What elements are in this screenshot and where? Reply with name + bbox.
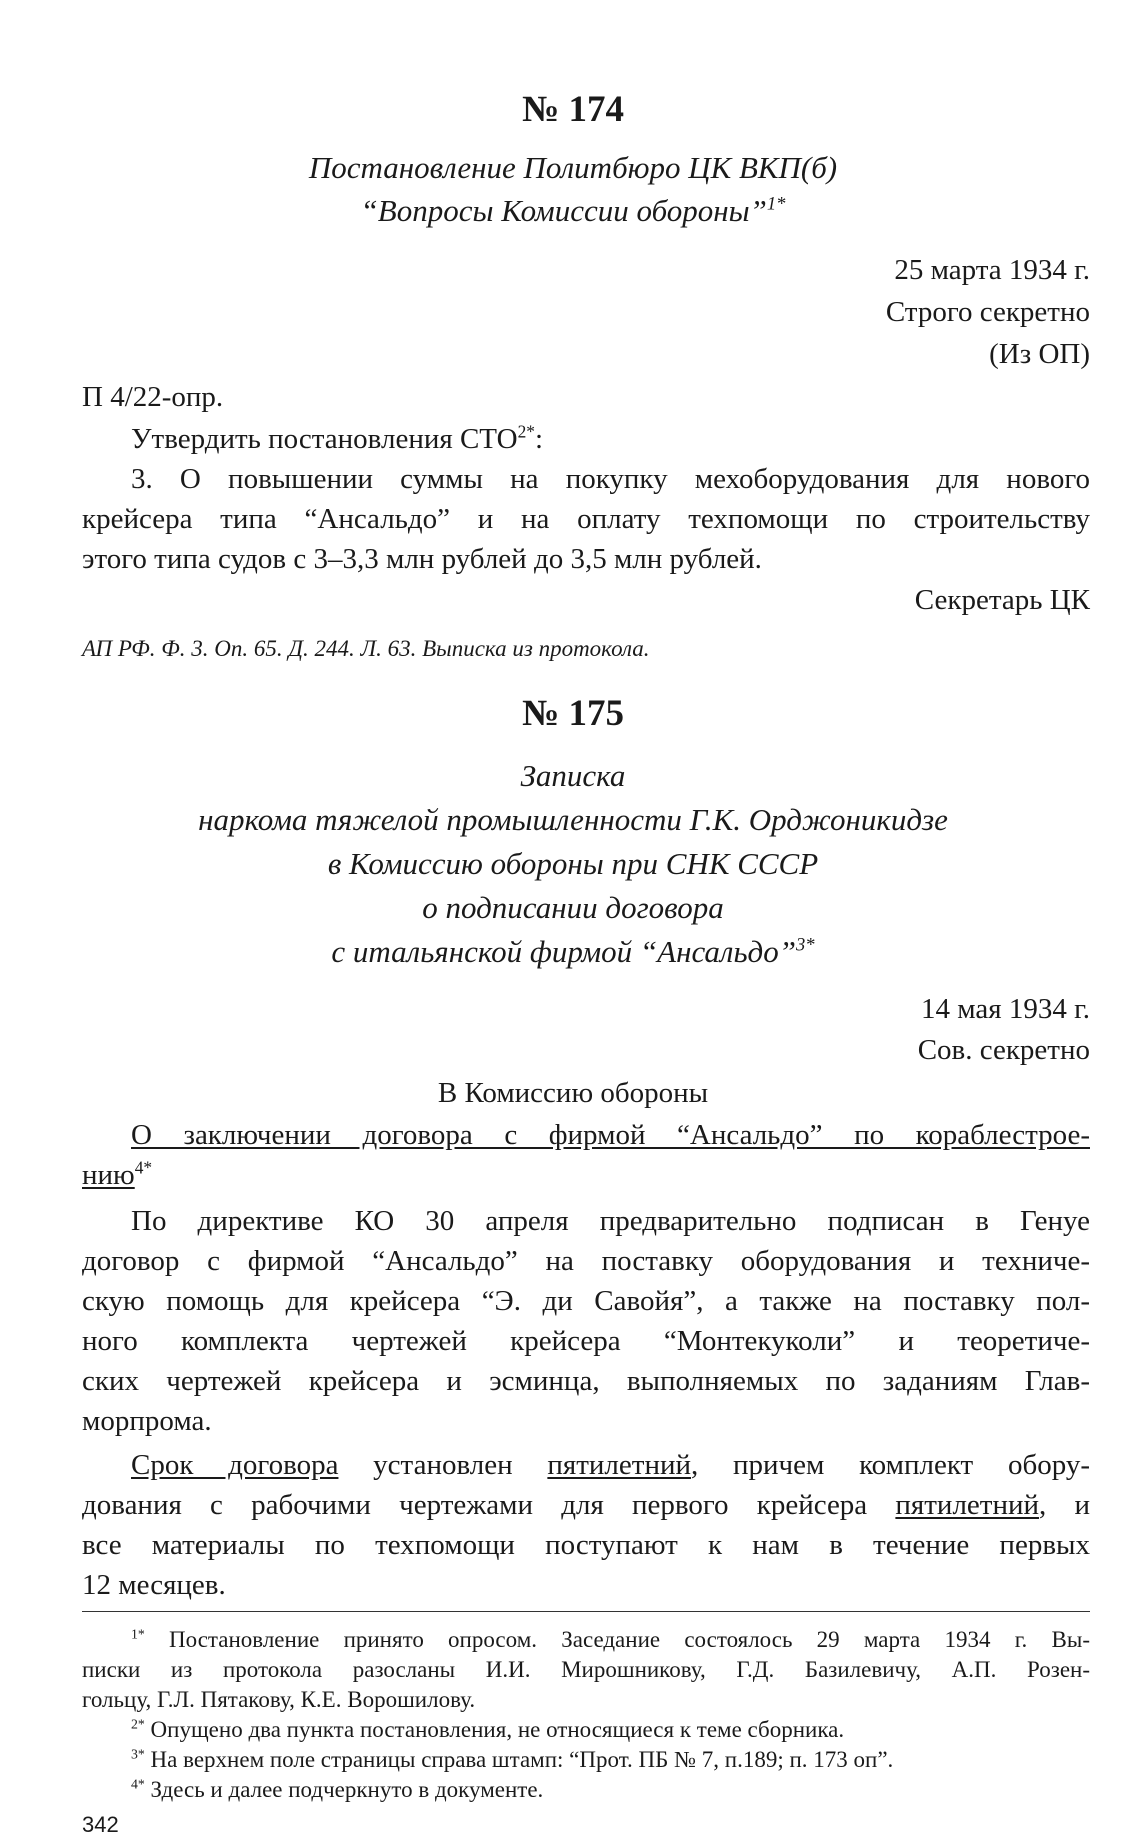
doc175-secrecy: Сов. секретно (917, 1034, 1090, 1066)
doc175-p1-line4: ного комплекта чертежей крейсера “Монтекуколи” и теоретиче- (82, 1325, 1090, 1357)
doc174-number: № 174 (522, 89, 624, 130)
doc175-date: 14 мая 1934 г. (921, 993, 1090, 1025)
doc175-subject-line1: О заключении договора с фирмой “Ансальдо” по кораблестрое- (131, 1119, 1090, 1151)
doc175-p2-line3: все материалы по техпомощи поступают к нам в течение первых (82, 1529, 1090, 1561)
doc175-p1-line6: морпрома. (82, 1405, 212, 1437)
footnote-2: $^{2*}$ Опущено два пункта постановления, не относящиеся к теме сборника. (131, 1716, 845, 1742)
doc175-p1-line5: ских чертежей крейсера и эсминца, выполняемых по заданиям Глав- (82, 1365, 1090, 1397)
doc174-source: (Из ОП) (989, 338, 1090, 370)
doc175-title-line5: с итальянской фирмой “Ансальдо”$^{3*}$ (331, 934, 815, 969)
doc175-p2-line4: 12 месяцев. (82, 1569, 226, 1601)
doc174-secrecy: Строго секретно (885, 296, 1090, 328)
doc175-p2-line1: Срок договора установлен пятилетний, причем комплект обору- (131, 1449, 1090, 1481)
doc175-title-line1: Записка (520, 758, 626, 793)
doc175-p2-line2: дования с рабочими чертежами для первого крейсера пятилетний, и (82, 1489, 1090, 1521)
footnote-3: $^{3*}$ На верхнем поле страницы справа штамп: “Прот. ПБ № 7, п.189; п. 173 оп”. (131, 1746, 894, 1772)
footnote-1-line3: гольцу, Г.Л. Пятакову, К.Е. Ворошилову. (82, 1687, 476, 1712)
doc174-archive-reference: АП РФ. Ф. 3. Оп. 65. Д. 244. Л. 63. Выписка из протокола. (82, 636, 650, 661)
doc175-title-line2: наркома тяжелой промышленности Г.К. Орджоникидзе (198, 802, 948, 837)
doc174-item-line3: этого типа судов с 3–3,3 млн рублей до 3,5 млн рублей. (82, 543, 762, 575)
doc175-number: № 175 (522, 693, 624, 734)
doc174-item-line1: 3. О повышении суммы на покупку мехоборудования для нового (131, 463, 1090, 495)
doc174-title-line1: Постановление Политбюро ЦК ВКП(б) (308, 150, 838, 185)
doc174-item-line2: крейсера типа “Ансальдо” и на оплату техпомощи по строительству (82, 503, 1090, 535)
doc174-date: 25 марта 1934 г. (894, 254, 1090, 286)
doc175-p1-line1: По директиве КО 30 апреля предварительно подписан в Генуе (131, 1205, 1090, 1237)
footnote-4: $^{4*}$ Здесь и далее подчеркнуто в документе. (131, 1776, 544, 1802)
doc174-protocol: П 4/22-опр. (82, 381, 224, 413)
doc174-signature: Секретарь ЦК (914, 584, 1090, 616)
doc174-approve: Утвердить постановления $СТО^{2*}$: (131, 421, 544, 455)
doc175-subject-line2: нию$^{4*}$ (82, 1157, 153, 1191)
footnote-1-line1: $^{1*}$ Постановление принято опросом. Заседание состоялось 29 марта 1934 г. Вы- (131, 1626, 1090, 1652)
doc175-title-line4: о подписании договора (422, 890, 724, 925)
doc174-title-line2: “Вопросы Комиссии обороны”$^{1*}$ (360, 193, 786, 228)
doc175-title-line3: в Комиссию обороны при СНК СССР (327, 846, 819, 881)
footnote-1-line2: писки из протокола разосланы И.И. Мирошникову, Г.Д. Базилевичу, А.П. Розен- (82, 1657, 1090, 1682)
doc175-p1-line2: договор с фирмой “Ансальдо” на поставку оборудования и техниче- (82, 1245, 1090, 1277)
doc175-addressee: В Комиссию обороны (437, 1077, 709, 1109)
footnote-separator (82, 1611, 1090, 1612)
page-number: 342 (82, 1812, 119, 1837)
doc175-p1-line3: скую помощь для крейсера “Э. ди Савойя”, а также на поставку пол- (82, 1285, 1090, 1317)
